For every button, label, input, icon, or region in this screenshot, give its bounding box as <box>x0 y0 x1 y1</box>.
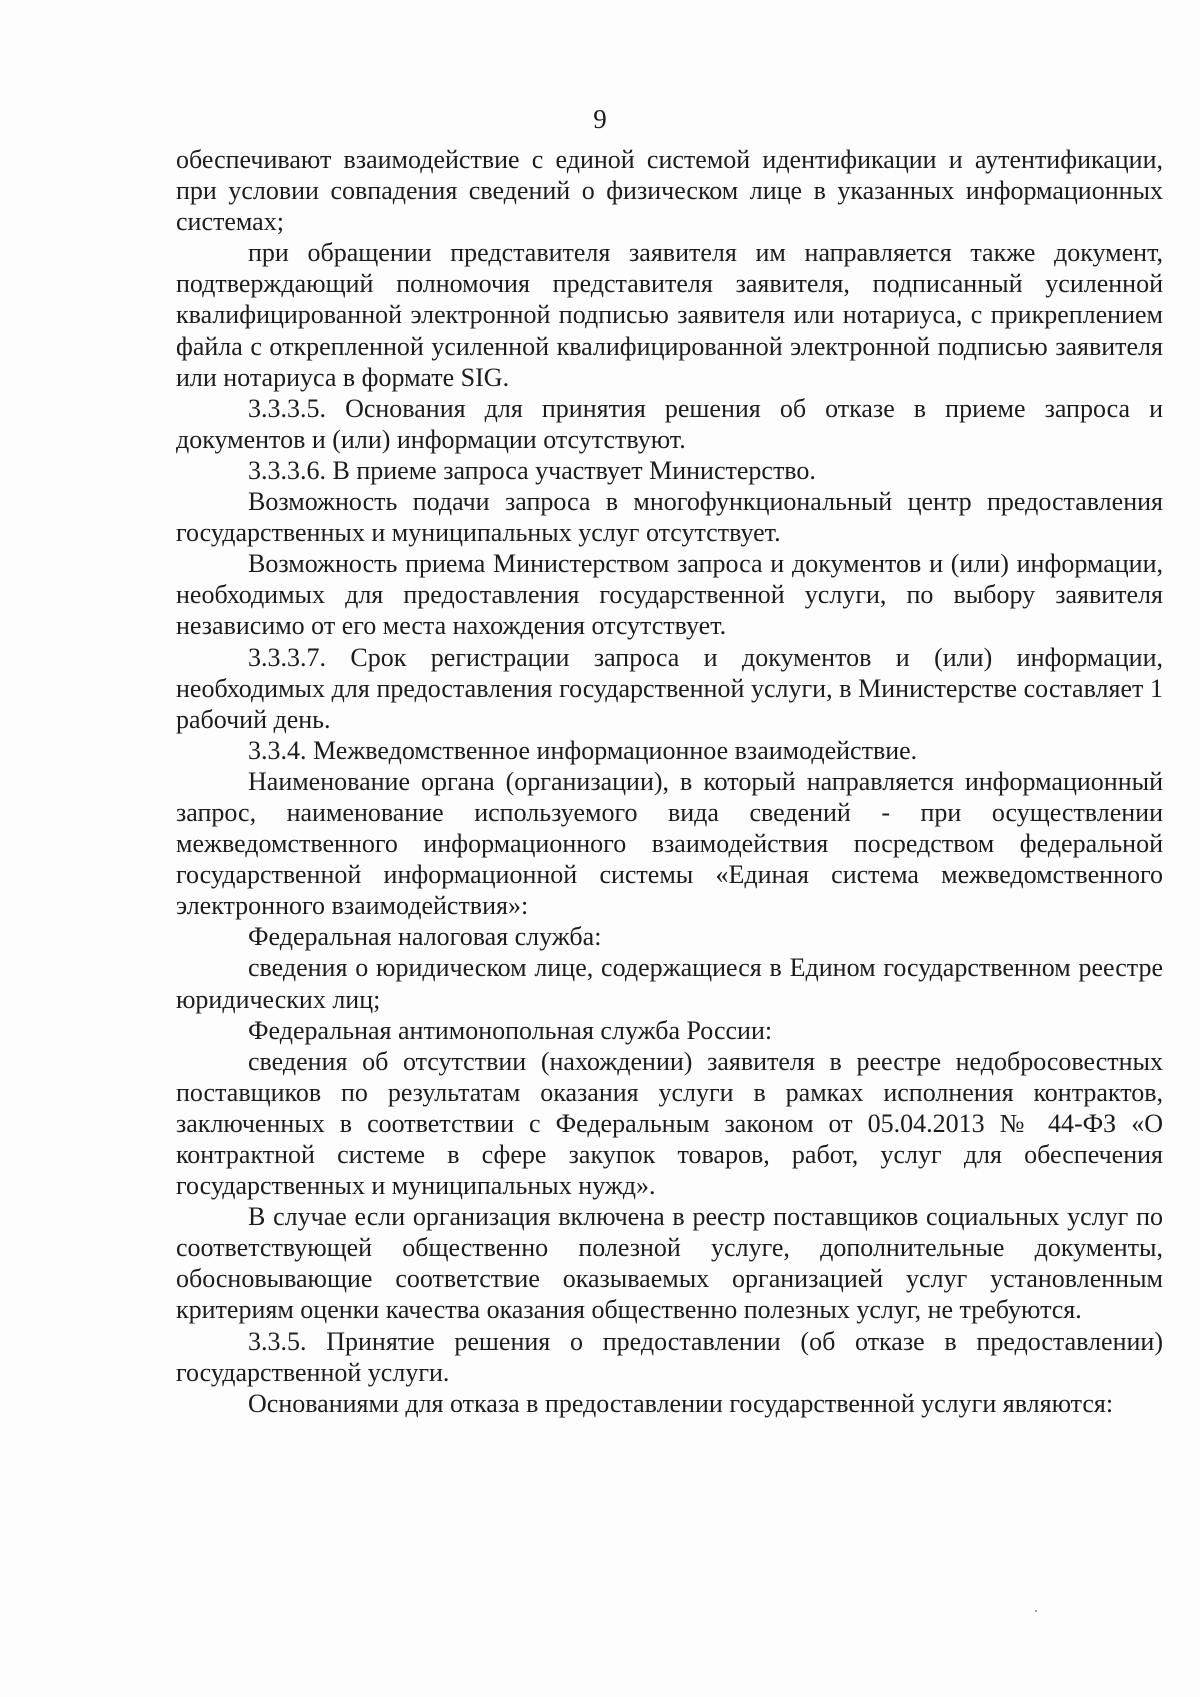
page-number: 9 <box>593 104 607 134</box>
paragraph: 3.3.3.7. Срок регистрации запроса и документов и (или) информации, необходимых для предоставления государственной услуги, в Министерстве составляет 1 рабочий день. <box>176 642 1163 734</box>
agency-name: Федеральная антимонопольная служба России: <box>248 1015 773 1045</box>
paragraph: сведения об отсутствии (нахождении) заявителя в реестре недобросовестных поставщиков по результатам оказания услуги в рамках исполнения контрактов, заключенных в соответствии с Федеральным законом от 05.04.2013 № 44-ФЗ «О контрактной системе в сфере закупок товаров, работ, услуг для обеспечения государственных и муниципальных нужд». <box>176 1046 1163 1201</box>
scan-speck <box>1035 1610 1037 1612</box>
paragraph: Возможность приема Министерством запроса и документов и (или) информации, необходимых для предоставления государственной услуги, по выбору заявителя независимо от его места нахождения отсутствует. <box>176 549 1163 641</box>
paragraph: 3.3.3.6. В приеме запроса участвует Министерство. <box>248 455 816 485</box>
paragraph: Наименование органа (организации), в который направляется информационный запрос, наименование используемого вида сведений - при осуществлении межведомственного информационного взаимодействия посредством федеральной государственной информационной системы «Единая система межведомственного электронного взаимодействия»: <box>176 766 1163 921</box>
paragraph: В случае если организация включена в реестр поставщиков социальных услуг по соответствующей общественно полезной услуге, дополнительные документы, обосновывающие соответствие оказываемых организацией услуг установленным критериям оценки качества оказания общественно полезных услуг, не требуются. <box>176 1202 1163 1325</box>
paragraph: Возможность подачи запроса в многофункциональный центр предоставления государственных и муниципальных услуг отсутствует. <box>176 487 1163 548</box>
paragraph: при обращении представителя заявителя им направляется также документ, подтверждающий полномочия представителя заявителя, подписанный усиленной квалифицированной электронной подписью заявителя или нотариуса, с прикреплением файла с открепленной усиленной квалифицированной электронной подписью заявителя или нотариуса в формате SIG. <box>176 238 1163 392</box>
paragraph: обеспечивают взаимодействие с единой системой идентификации и аутентификации, при условии совпадения сведений о физическом лице в указанных информационных системах; <box>176 145 1163 237</box>
document-body <box>176 144 1163 1419</box>
paragraph: 3.3.3.5. Основания для принятия решения об отказе в приеме запроса и документов и (или) информации отсутствуют. <box>176 393 1163 454</box>
agency-name: Федеральная налоговая служба: <box>248 922 602 952</box>
paragraph: сведения о юридическом лице, содержащиеся в Едином государственном реестре юридических лиц; <box>176 953 1163 1014</box>
paragraph: Основаниями для отказа в предоставлении государственной услуги являются: <box>248 1388 1114 1418</box>
section-heading: 3.3.5. Принятие решения о предоставлении (об отказе в предоставлении) государственной услуги. <box>176 1326 1163 1387</box>
section-heading: 3.3.4. Межведомственное информационное взаимодействие. <box>248 735 918 765</box>
